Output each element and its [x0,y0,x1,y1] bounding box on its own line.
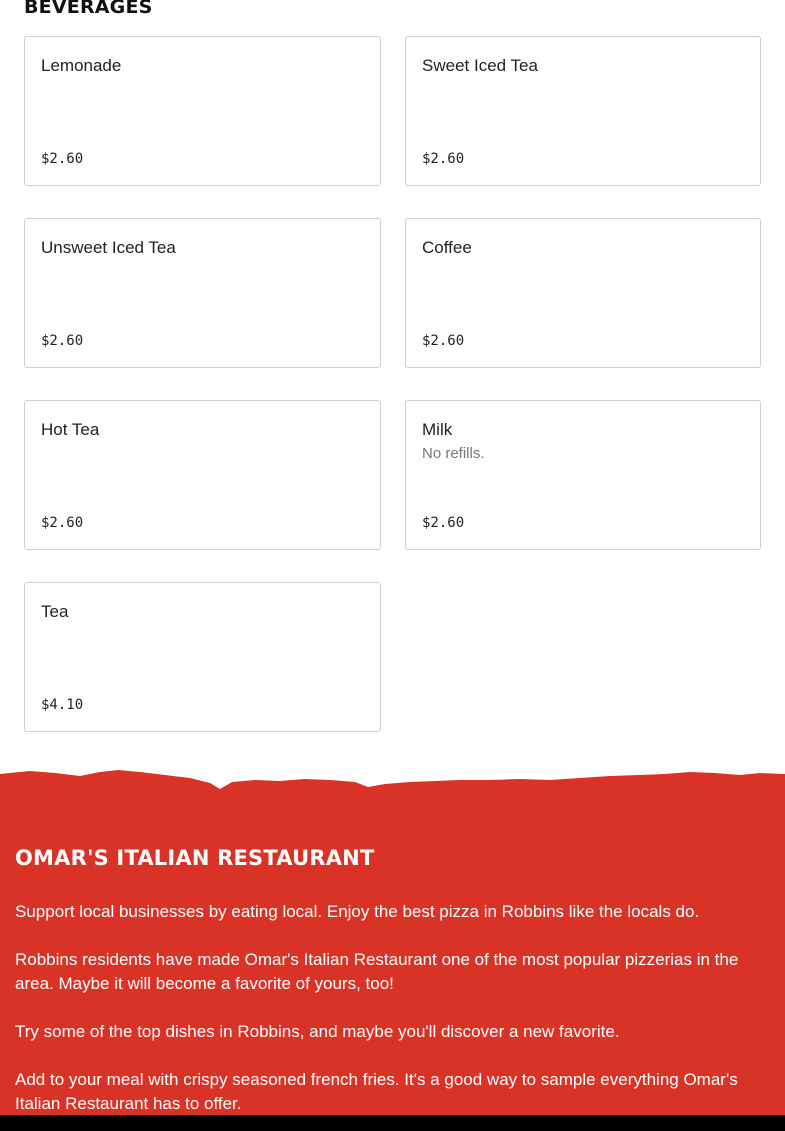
footer-paragraph: Add to your meal with crispy seasoned french fries. It's a good way to sample everything Omar's Italian Restaurant has to offer. [15,1070,738,1113]
menu-item-price: $2.60 [422,515,465,531]
menu-grid [24,36,761,732]
section-title: BEVERAGES [24,0,153,18]
menu-item-card[interactable] [405,400,761,550]
menu-item-price: $2.60 [41,151,84,167]
footer-paragraph: Support local businesses by eating local. Enjoy the best pizza in Robbins like the locals do. [15,902,700,921]
menu-item-price: $4.10 [41,697,84,713]
menu-item-name: Lemonade [41,56,122,75]
menu-item-card[interactable] [24,36,381,186]
menu-item-card[interactable] [405,36,761,186]
restaurant-name: OMAR'S ITALIAN RESTAURANT [15,846,375,870]
menu-item-name: Tea [41,602,69,621]
bottom-bar [0,1115,785,1131]
menu-item-card[interactable] [405,218,761,368]
torn-paper-edge [0,760,785,794]
menu-item-price: $2.60 [422,333,465,349]
footer-paragraph: Robbins residents have made Omar's Italian Restaurant one of the most popular pizzerias in the area. Maybe it will become a favorite of yours, too! [15,950,739,993]
footer [0,760,785,1131]
menu-item-description: No refills. [422,445,485,462]
footer-paragraph: Try some of the top dishes in Robbins, and maybe you'll discover a new favorite. [15,1022,620,1041]
menu-item-card[interactable] [24,400,381,550]
menu-item-price: $2.60 [41,515,84,531]
menu-item-price: $2.60 [41,333,84,349]
menu-item-name: Coffee [422,238,472,257]
menu-item-card[interactable] [24,582,381,732]
menu-item-name: Unsweet Iced Tea [41,238,176,257]
menu-item-name: Milk [422,420,453,439]
menu-item-name: Sweet Iced Tea [422,56,538,75]
menu-item-price: $2.60 [422,151,465,167]
menu-item-card[interactable] [24,218,381,368]
menu-item-name: Hot Tea [41,420,100,439]
